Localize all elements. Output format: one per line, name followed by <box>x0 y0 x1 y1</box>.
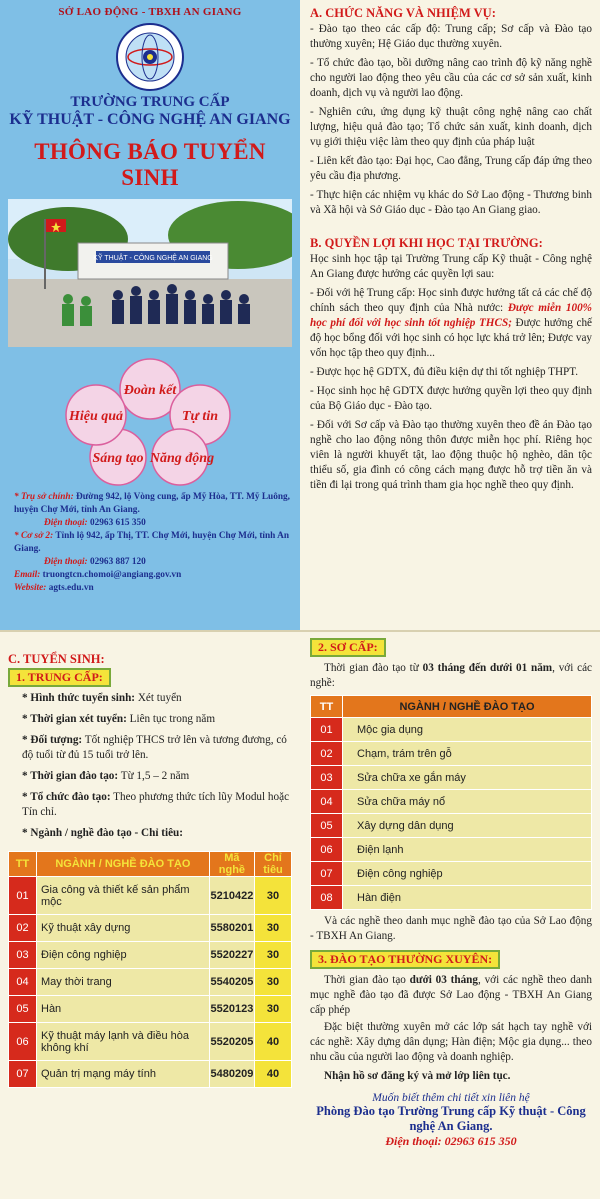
table-cell: 07 <box>9 1061 37 1088</box>
thuong-xuyen-tag: 3. ĐÀO TẠO THƯỜNG XUYÊN: <box>310 950 500 969</box>
trung-cap-header-cell: TT <box>9 852 37 877</box>
value-doan-ket: Đoàn kết <box>123 383 177 398</box>
value-hieu-qua: Hiệu quả <box>68 409 124 424</box>
section-a-item: - Nghiên cứu, ứng dụng kỹ thuật công nghệ nâng cao chất lượng, hiệu quả đào tạo; Tổ chức sản xuất, kinh doanh, dịch vụ giới thiệu việc làm theo quy định của pháp luật <box>310 106 592 148</box>
table-cell: 30 <box>255 915 292 942</box>
table-cell: 30 <box>255 996 292 1023</box>
table-row <box>311 766 592 790</box>
table-cell: 07 <box>311 862 343 886</box>
table-cell: 01 <box>311 718 343 742</box>
table-row <box>311 718 592 742</box>
table-row <box>311 838 592 862</box>
table-cell: 06 <box>311 838 343 862</box>
school-name-line2: KỸ THUẬT - CÔNG NGHỆ AN GIANG <box>9 111 291 128</box>
section-b-title: B. QUYỀN LỢI KHI HỌC TẠI TRƯỜNG: <box>310 236 543 250</box>
section-b-item: - Được học hệ GDTX, đủ điều kiện dự thi tốt nghiệp THPT. <box>310 366 579 378</box>
table-row <box>9 969 292 996</box>
so-cap-header-cell: TT <box>311 696 343 718</box>
contact-phone-line: Điện thoại: 02963 615 350 <box>385 1134 517 1148</box>
table-cell: 05 <box>311 814 343 838</box>
branch2-label: * Cơ sở 2: <box>14 531 54 541</box>
contact-line2: Phòng Đào tạo Trường Trung cấp Kỹ thuật - Công nghệ An Giang. <box>316 1104 586 1133</box>
branch2-address: Tỉnh lộ 942, ấp Thị, TT. Chợ Mới, huyện Chợ Mới, tỉnh An Giang. <box>14 531 290 554</box>
table-cell: Điện công nghiệp <box>343 862 592 886</box>
email-link[interactable]: truongtcn.chomoi@angiang.gov.vn <box>42 570 182 580</box>
core-values-bubbles <box>50 357 250 487</box>
trung-cap-field: * Hình thức tuyển sinh: Xét tuyển <box>22 692 182 704</box>
so-cap-note: Và các nghề theo danh mục nghề đào tạo của Sở Lao động - TBXH An Giang. <box>310 915 592 942</box>
table-cell: 5210422 <box>209 877 254 915</box>
section-a-item: - Tổ chức đào tạo, bồi dưỡng nâng cao trình độ kỹ năng nghề cho người lao động theo yêu cầu của các cơ sở sản xuất, kinh doanh, dịch vụ và người lao động. <box>310 57 592 99</box>
value-tu-tin: Tự tin <box>181 409 219 424</box>
table-cell: May thời trang <box>37 969 210 996</box>
short-courses-panel <box>300 630 600 1199</box>
section-b-item1-post: Được hưởng chế độ học bổng đối với học sinh có học lực khá trở lên; Được vay vốn học tập theo quy định... <box>310 317 592 359</box>
value-nang-dong: Năng động <box>149 451 215 466</box>
table-cell: 5520227 <box>209 942 254 969</box>
table-cell: Hàn điện <box>343 886 592 910</box>
table-row <box>9 1023 292 1061</box>
so-cap-intro: Thời gian đào tạo từ 03 tháng đến dưới 01 năm, với các nghề: <box>310 662 593 689</box>
section-a-title: A. CHỨC NĂNG VÀ NHIỆM VỤ: <box>310 6 496 20</box>
hq-phone-label: Điện thoại: <box>44 518 88 528</box>
table-cell: 01 <box>9 877 37 915</box>
section-b-item: - Học sinh học hệ GDTX được hưởng quyền lợi theo quy định của Bộ Giáo dục - Đào tạo. <box>310 385 592 412</box>
table-cell: Điện công nghiệp <box>37 942 210 969</box>
table-cell: 03 <box>311 766 343 790</box>
website-link[interactable]: agts.edu.vn <box>48 583 94 593</box>
contact-footer <box>310 1092 592 1149</box>
so-cap-tag: 2. SƠ CẤP: <box>310 638 386 657</box>
hq-phone: 02963 615 350 <box>89 518 146 528</box>
hq-label: * Trụ sở chính: <box>14 492 74 502</box>
table-cell: 06 <box>9 1023 37 1061</box>
trung-cap-field: * Tổ chức đào tạo: Theo phương thức tích lũy Modul hoặc Tín chỉ. <box>22 791 290 818</box>
branch2-phone-label: Điện thoại: <box>44 557 88 567</box>
table-cell: 5580201 <box>209 915 254 942</box>
cover-panel <box>0 0 300 630</box>
table-cell: Mộc gia dụng <box>343 718 592 742</box>
table-cell: 04 <box>9 969 37 996</box>
tuition-free-highlight: Được miễn 100% học phí đối với học sinh tốt nghiệp THCS; <box>310 302 592 329</box>
table-row <box>311 862 592 886</box>
table-cell: Sửa chữa xe gắn máy <box>343 766 592 790</box>
trung-cap-field: * Thời gian xét tuyển: Liên tục trong năm <box>22 713 216 725</box>
table-cell: 5520205 <box>209 1023 254 1061</box>
table-row <box>311 814 592 838</box>
table-cell: 03 <box>9 942 37 969</box>
table-row <box>9 915 292 942</box>
so-cap-table <box>310 695 592 910</box>
table-cell: 30 <box>255 942 292 969</box>
contact-phone: 02963 615 350 <box>444 1134 517 1148</box>
table-cell: Kỹ thuật xây dựng <box>37 915 210 942</box>
table-cell: Xây dựng dân dụng <box>343 814 592 838</box>
trung-cap-header-cell: NGÀNH / NGHỀ ĐÀO TẠO <box>37 852 210 877</box>
table-cell: 08 <box>311 886 343 910</box>
table-cell: 02 <box>9 915 37 942</box>
school-name-line1: TRƯỜNG TRUNG CẤP <box>70 94 230 110</box>
table-cell: Gia công và thiết kế sản phẩm mộc <box>37 877 210 915</box>
section-a-item: - Đào tạo theo các cấp độ: Trung cấp; Sơ cấp và Đào tạo thường xuyên; Hệ Giáo dục thường xuyên. <box>310 23 592 50</box>
website-label: Website: <box>14 583 47 593</box>
table-cell: Kỹ thuật máy lạnh và điều hòa không khí <box>37 1023 210 1061</box>
trung-cap-fields <box>8 691 292 820</box>
table-cell: 5520123 <box>209 996 254 1023</box>
section-b-intro: Học sinh học tập tại Trường Trung cấp Kỹ thuật - Công nghệ An Giang được hưởng các quyền lợi sau: <box>310 253 592 280</box>
section-b-item1-pre: - Đối với hệ Trung cấp: Học sinh được hưởng tất cả các chế độ chính sách theo quy định của Nhà nước: <box>310 287 592 314</box>
table-cell: 02 <box>311 742 343 766</box>
contact-address-block <box>8 491 292 595</box>
table-cell: Điện lạnh <box>343 838 592 862</box>
table-cell: 40 <box>255 1061 292 1088</box>
thuong-xuyen-p3: Nhận hồ sơ đăng ký và mở lớp liên tục. <box>324 1070 511 1082</box>
table-cell: 5540205 <box>209 969 254 996</box>
hq-address: Đường 942, lộ Vòng cung, ấp Mỹ Hòa, TT. Mỹ Luông, huyện Chợ Mới, tỉnh An Giang. <box>14 492 291 515</box>
table-cell: 04 <box>311 790 343 814</box>
table-cell: Quản trị mạng máy tính <box>37 1061 210 1088</box>
table-cell: 40 <box>255 1023 292 1061</box>
table-row <box>9 1061 292 1088</box>
so-cap-header-cell: NGÀNH / NGHỀ ĐÀO TẠO <box>343 696 592 718</box>
table-cell: 30 <box>255 969 292 996</box>
table-cell: 5480209 <box>209 1061 254 1088</box>
table-row <box>311 790 592 814</box>
table-row <box>9 942 292 969</box>
section-a-item: - Liên kết đào tạo: Đại học, Cao đẳng, Trung cấp đáp ứng theo yêu cầu địa phương. <box>310 155 592 182</box>
section-c-title: C. TUYỂN SINH: <box>8 652 105 666</box>
table-row <box>9 877 292 915</box>
trung-cap-header-cell: Mã nghề <box>209 852 254 877</box>
table-cell: Hàn <box>37 996 210 1023</box>
school-logo-icon <box>115 22 185 92</box>
table-cell: 30 <box>255 877 292 915</box>
section-b-item: - Đối với Sơ cấp và Đào tạo thường xuyên theo đề án Đào tạo nghề cho lao động nông thôn được miễn học phí. Riêng học viên là người khuyết tật, lao động thuộc hộ nghèo, dân tộc thiểu số, gia đình có công cách mạng được hỗ trợ tiền ăn và tiền đi lại trong quá trình tham gia học nghề theo quy định. <box>310 419 592 491</box>
organization-name: SỞ LAO ĐỘNG - TBXH AN GIANG <box>58 6 242 18</box>
email-label: Email: <box>14 570 41 580</box>
section-a-item: - Thực hiện các nhiệm vụ khác do Sở Lao động - Thương binh và Xã hội và Sở Giáo dục - Đào tạo An Giang giao. <box>310 189 592 216</box>
value-sang-tao: Sáng tạo <box>92 451 144 466</box>
table-row <box>311 742 592 766</box>
contact-line1: Muốn biết thêm chi tiết xin liên hệ <box>372 1092 530 1104</box>
photo-sign-text: KỸ THUẬT - CÔNG NGHỆ AN GIANG <box>93 255 213 262</box>
section-b-item-trung-cap <box>310 286 592 361</box>
trung-cap-field: * Thời gian đào tạo: Từ 1,5 – 2 năm <box>22 770 190 782</box>
trung-cap-table <box>8 851 292 1088</box>
table-cell: Chạm, trám trên gỗ <box>343 742 592 766</box>
table-cell: 05 <box>9 996 37 1023</box>
table-row <box>311 886 592 910</box>
functions-benefits-panel <box>300 0 600 630</box>
admission-panel <box>0 630 300 1199</box>
trung-cap-field: * Đối tượng: Tốt nghiệp THCS trở lên và tương đương, có độ tuổi từ đủ 15 tuổi trở lên. <box>22 734 287 761</box>
notice-title: THÔNG BÁO TUYỂN SINH <box>34 139 266 190</box>
branch2-phone: 02963 887 120 <box>89 557 146 567</box>
trung-cap-header-cell: Chỉ tiêu <box>255 852 292 877</box>
thuong-xuyen-p1: Thời gian đào tạo dưới 03 tháng, với các nghề theo danh mục nghề đào tạo đã được Sở Lao động - TBXH An Giang cấp phép <box>310 974 592 1016</box>
table-cell: Sửa chữa máy nổ <box>343 790 592 814</box>
table-row <box>9 996 292 1023</box>
thuong-xuyen-p2: Đặc biệt thường xuyên mở các lớp sát hạch tay nghề với các nghề: Xây dựng dân dụng; Hàn điện; Mộc gia dụng... theo nhu cầu của người lao động và doanh nghiệp. <box>310 1021 592 1063</box>
trung-cap-list-heading: * Ngành / nghề đào tạo - Chỉ tiêu: <box>22 827 183 839</box>
campus-photo <box>8 199 292 347</box>
trung-cap-tag: 1. TRUNG CẤP: <box>8 668 111 687</box>
